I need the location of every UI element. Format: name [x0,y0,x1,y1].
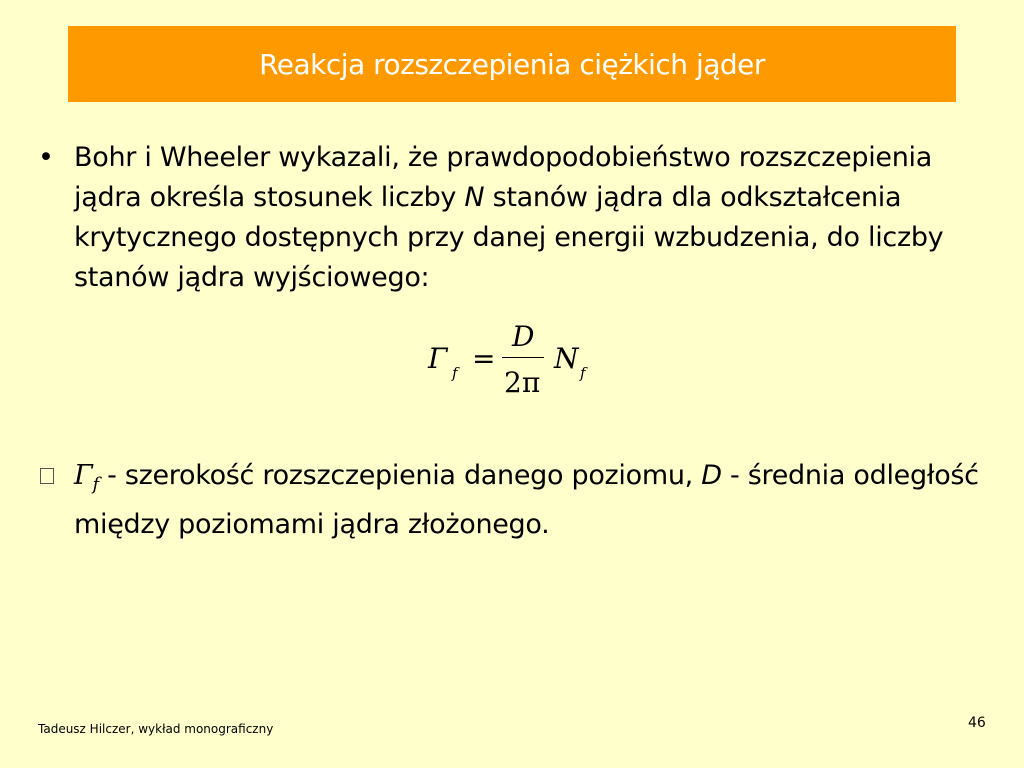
page-number: 46 [968,715,986,731]
bullet-text-1 [74,138,994,298]
bullet-item-2 [32,456,994,545]
title-bar [68,26,956,102]
formula-gamma: Γ [428,342,448,375]
bullet-text-2 [74,456,994,545]
slide-title: Reakcja rozszczepienia ciężkich jąder [259,47,765,81]
formula-N: N [554,342,579,375]
bullet-mark-2 [32,456,74,545]
bullet1-text-part1: Bohr i Wheeler wykazali, że prawdopodobieństwo rozszczepienia jądra określa stosunek liczby [74,142,932,213]
bullet2-text-part2: - średnia odległość między poziomami jądra złożonego. [74,460,979,540]
variable-N: N [464,182,485,213]
formula-equals: = [472,342,496,375]
bullet-dot-icon: • [38,142,54,173]
bullet-item-1 [32,138,994,298]
fission-width-formula [420,320,620,410]
variable-D: D [701,460,722,491]
square-bullet-icon [40,468,54,484]
bullet2-gamma: Γ [74,460,93,491]
fraction-line [502,357,544,358]
bullet2-gamma-sub: f [92,474,99,495]
bullet2-text-part1: - szerokość rozszczepienia danego poziomu, [98,460,702,491]
bullet1-text-part2: stanów jądra dla odkształcenia krytycznego dostępnych przy danej energii wzbudzenia, do liczby stanów jądra wyjściowego: [74,182,944,293]
formula-N-sub: f [580,364,586,382]
formula-numerator: D [512,320,535,353]
formula-denominator: 2π [504,366,541,399]
formula-gamma-sub: f [452,364,458,382]
footer-author: Tadeusz Hilczer, wykład monograficzny [38,722,274,736]
